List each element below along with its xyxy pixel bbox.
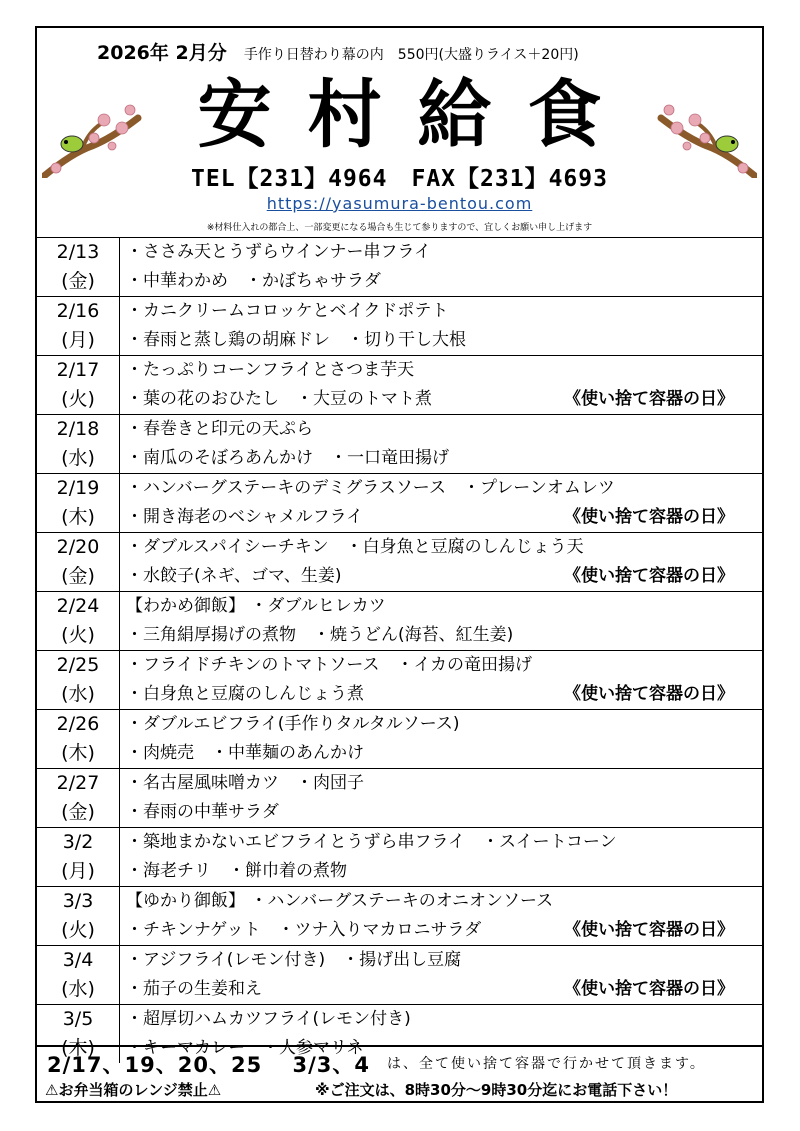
menu-date: 2/18 <box>56 418 100 440</box>
menu-line-1: ・ささみ天とうずらウインナー串フライ <box>126 242 431 262</box>
menu-line-2 <box>120 562 762 591</box>
menu-line-2 <box>120 857 762 886</box>
menu-line-2 <box>120 267 762 296</box>
menu-items-cell <box>120 533 763 592</box>
menu-line-2 <box>120 916 762 945</box>
header-line <box>97 38 579 65</box>
disposable-dates: 2/17、19、20、25 3/3、4 <box>47 1053 370 1077</box>
disposable-container-badge: 《使い捨て容器の日》 <box>564 566 734 586</box>
menu-date: 2/26 <box>56 713 100 735</box>
disposable-days-footer <box>37 1045 762 1077</box>
menu-line-2-text: ・海老チリ ・餅巾着の煮物 <box>126 861 347 881</box>
menu-items-cell <box>120 238 763 297</box>
menu-line-2 <box>120 739 762 768</box>
menu-items-cell <box>120 710 763 769</box>
menu-row <box>37 297 762 356</box>
menu-row <box>37 828 762 887</box>
menu-date: 2/13 <box>56 241 100 263</box>
menu-date: 2/27 <box>56 772 100 794</box>
menu-line-2 <box>120 444 762 473</box>
menu-date: 2/19 <box>56 477 100 499</box>
menu-date: 3/2 <box>62 831 94 853</box>
disclaimer-note: ※材料仕入れの都合上、一部変更になる場合も生じて参りますので、宜しくお願い申し上げます <box>206 223 593 233</box>
menu-row <box>37 238 762 297</box>
menu-items-cell <box>120 887 763 946</box>
menu-date-cell <box>37 356 120 415</box>
menu-line-1: ・カニクリームコロッケとベイクドポテト <box>126 301 449 321</box>
menu-date-cell <box>37 828 120 887</box>
menu-weekday: (金) <box>61 565 95 587</box>
menu-items-cell <box>120 946 763 1005</box>
menu-weekday: (水) <box>61 978 95 1000</box>
menu-line-1: 【わかめ御飯】 ・ダブルヒレカツ <box>126 596 386 616</box>
menu-line-2-text: ・開き海老のベシャメルフライ <box>126 507 364 527</box>
menu-date-cell <box>37 710 120 769</box>
menu-date-cell <box>37 238 120 297</box>
header <box>37 28 762 237</box>
year-month: 2026年 2月分 <box>97 42 227 64</box>
menu-date: 3/5 <box>62 1008 94 1030</box>
menu-items-cell <box>120 474 763 533</box>
menu-line-2 <box>120 326 762 355</box>
menu-row <box>37 356 762 415</box>
menu-items-cell <box>120 356 763 415</box>
menu-row <box>37 474 762 533</box>
menu-line-2-text: ・茄子の生姜和え <box>126 979 262 999</box>
menu-line-1: ・築地まかないエビフライとうずら串フライ ・スイートコーン <box>126 832 617 852</box>
menu-line-2-text: ・葉の花のおひたし ・大豆のトマト煮 <box>126 389 432 409</box>
menu-weekday: (木) <box>61 506 95 528</box>
menu-weekday: (火) <box>61 388 95 410</box>
shop-title: 安村給食 <box>197 72 638 158</box>
menu-items-cell <box>120 828 763 887</box>
menu-line-1: ・たっぷりコーンフライとさつま芋天 <box>126 360 415 380</box>
menu-line-2 <box>120 385 762 414</box>
menu-items-cell <box>120 769 763 828</box>
menu-weekday: (水) <box>61 683 95 705</box>
menu-items-cell <box>120 651 763 710</box>
menu-row <box>37 769 762 828</box>
menu-weekday: (火) <box>61 919 95 941</box>
menu-line-2-text: ・キーマカレー ・人参マリネ <box>126 1038 364 1058</box>
menu-items-cell <box>120 592 763 651</box>
order-hours-note: ※ご注文は、8時30分～9時30分迄にお電話下さい！ <box>315 1081 678 1099</box>
menu-row <box>37 946 762 1005</box>
menu-row <box>37 533 762 592</box>
menu-date-cell <box>37 651 120 710</box>
menu-date-cell <box>37 946 120 1005</box>
menu-weekday: (月) <box>61 329 95 351</box>
menu-weekday: (火) <box>61 624 95 646</box>
order-footer <box>37 1075 762 1103</box>
menu-line-1: ・名古屋風味噌カツ ・肉団子 <box>126 773 364 793</box>
menu-items-cell <box>120 297 763 356</box>
disposable-container-badge: 《使い捨て容器の日》 <box>564 979 734 999</box>
menu-line-1: 【ゆかり御飯】 ・ハンバーグステーキのオニオンソース <box>126 891 554 911</box>
disposable-container-badge: 《使い捨て容器の日》 <box>564 507 734 527</box>
disposable-container-badge: 《使い捨て容器の日》 <box>564 920 734 940</box>
menu-line-2-text: ・春雨の中華サラダ <box>126 802 279 822</box>
menu-date: 2/16 <box>56 300 100 322</box>
menu-line-2-text: ・春雨と蒸し鶏の胡麻ドレ ・切り干し大根 <box>126 330 466 350</box>
menu-date-cell <box>37 887 120 946</box>
tel-fax: TEL【231】4964 FAX【231】4693 <box>191 166 608 192</box>
menu-row <box>37 887 762 946</box>
menu-line-2-text: ・三角絹厚揚げの煮物 ・焼うどん(海苔、紅生姜) <box>126 625 514 645</box>
disposable-note: は、全て使い捨て容器で行かせて頂きます。 <box>387 1056 706 1072</box>
disposable-container-badge: 《使い捨て容器の日》 <box>564 684 734 704</box>
menu-date: 2/20 <box>56 536 100 558</box>
menu-date: 3/3 <box>62 890 94 912</box>
menu-sheet <box>35 26 764 1103</box>
menu-line-2 <box>120 975 762 1004</box>
microwave-warning: ⚠お弁当箱のレンジ禁止⚠ <box>45 1081 222 1099</box>
menu-line-1: ・春巻きと印元の天ぷら <box>126 419 313 439</box>
menu-date: 2/24 <box>56 595 100 617</box>
menu-row <box>37 710 762 769</box>
menu-date-cell <box>37 769 120 828</box>
menu-date-cell <box>37 592 120 651</box>
menu-items-cell <box>120 415 763 474</box>
menu-line-2 <box>120 503 762 532</box>
menu-date: 3/4 <box>62 949 94 971</box>
menu-weekday: (木) <box>61 1037 95 1059</box>
menu-weekday: (月) <box>61 860 95 882</box>
menu-line-2-text: ・南瓜のそぼろあんかけ ・一口竜田揚げ <box>126 448 449 468</box>
menu-line-1: ・ハンバーグステーキのデミグラスソース ・プレーンオムレツ <box>126 478 615 498</box>
menu-date-cell <box>37 533 120 592</box>
menu-weekday: (金) <box>61 801 95 823</box>
menu-table <box>37 237 762 1063</box>
menu-date: 2/25 <box>56 654 100 676</box>
website-link[interactable]: https://yasumura-bentou.com <box>266 194 533 213</box>
menu-line-2-text: ・チキンナゲット ・ツナ入りマカロニサラダ <box>126 920 482 940</box>
menu-line-1: ・ダブルスパイシーチキン ・白身魚と豆腐のしんじょう天 <box>126 537 584 557</box>
menu-line-2 <box>120 680 762 709</box>
menu-line-1: ・フライドチキンのトマトソース ・イカの竜田揚げ <box>126 655 532 675</box>
menu-row <box>37 415 762 474</box>
menu-date-cell <box>37 415 120 474</box>
menu-row <box>37 592 762 651</box>
disposable-container-badge: 《使い捨て容器の日》 <box>564 389 734 409</box>
menu-weekday: (木) <box>61 742 95 764</box>
menu-line-1: ・ダブルエビフライ(手作りタルタルソース) <box>126 714 460 734</box>
price-subtitle: 手作り日替わり幕の内 550円(大盛りライス＋20円) <box>243 47 579 63</box>
menu-line-2 <box>120 621 762 650</box>
menu-line-1: ・アジフライ(レモン付き) ・揚げ出し豆腐 <box>126 950 462 970</box>
menu-line-2-text: ・肉焼売 ・中華麺のあんかけ <box>126 743 364 763</box>
menu-date-cell <box>37 474 120 533</box>
menu-row <box>37 651 762 710</box>
menu-weekday: (水) <box>61 447 95 469</box>
menu-line-2 <box>120 798 762 827</box>
menu-line-1: ・超厚切ハムカツフライ(レモン付き) <box>126 1009 411 1029</box>
menu-weekday: (金) <box>61 270 95 292</box>
menu-line-2-text: ・白身魚と豆腐のしんじょう煮 <box>126 684 364 704</box>
menu-date: 2/17 <box>56 359 100 381</box>
menu-line-2-text: ・水餃子(ネギ、ゴマ、生姜) <box>126 566 342 586</box>
menu-line-2-text: ・中華わかめ ・かぼちゃサラダ <box>126 271 381 291</box>
menu-date-cell <box>37 297 120 356</box>
